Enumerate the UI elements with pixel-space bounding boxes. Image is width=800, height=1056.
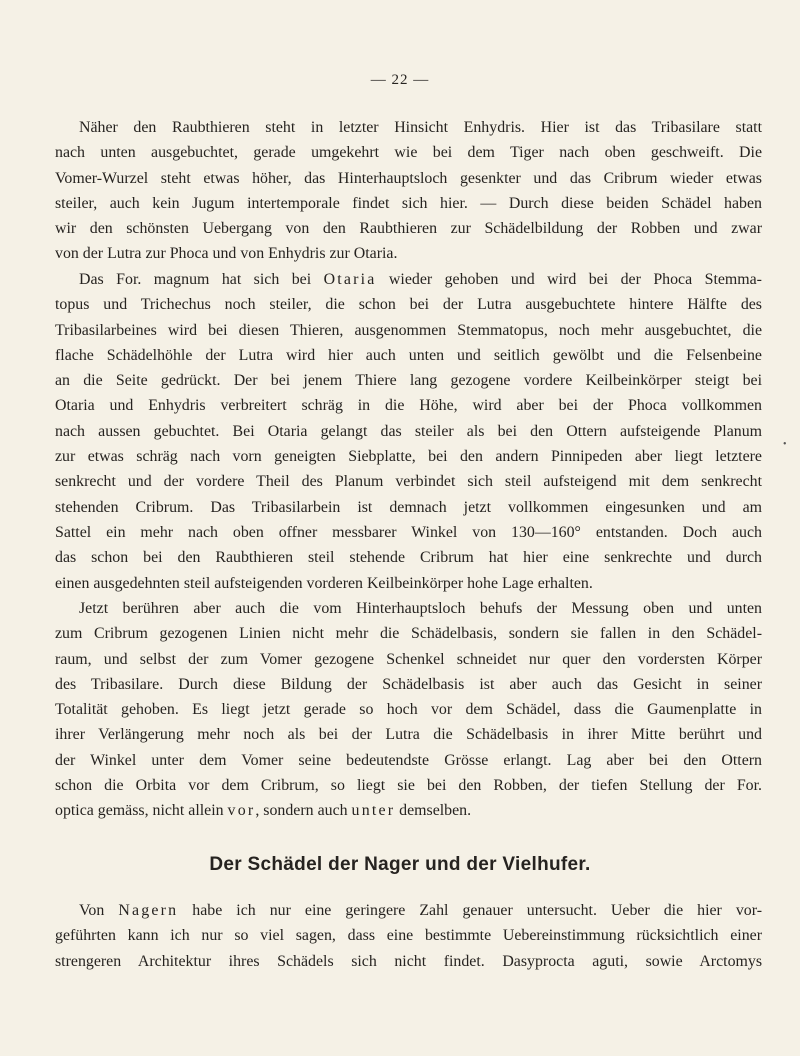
text-run: wieder gehoben und wird bei der Phoca Stemma-	[376, 271, 762, 288]
text-line: Näher den Raubthieren steht in letzter Hinsicht Enhydris. Hier ist das Tribasilare statt	[79, 119, 762, 136]
text-line: Jetzt berühren aber auch die vom Hinterhauptsloch behufs der Messung oben und unten	[79, 600, 762, 617]
paragraph-3	[55, 596, 762, 824]
text-line: von der Lutra zur Phoca und von Enhydris zur Otaria.	[55, 245, 398, 263]
text-line: flache Schädelhöhle der Lutra wird hier auch unten und seitlich gewölbt und die Felsenbeine	[55, 346, 762, 364]
text-line: strengeren Architektur ihres Schädels sich nicht findet. Dasyprocta aguti, sowie Arctomys	[55, 952, 762, 970]
text-line: topus und Trichechus noch steiler, die schon bei der Lutra ausgebuchtete hintere Hälfte des	[55, 296, 762, 314]
text-line	[55, 798, 762, 823]
text-run: Von	[79, 902, 119, 919]
text-line: Otaria und Enhydris verbreitert schräg in die Höhe, wird aber bei der Phoca vollkommen	[55, 397, 762, 415]
text-line: Sattel ein mehr nach oben offner messbarer Winkel von 130—160° entstanden. Doch auch	[55, 523, 762, 541]
text-run: Das For. magnum hat sich bei	[79, 271, 324, 288]
text-line: nach aussen gebuchtet. Bei Otaria gelangt das steiler als bei den Ottern aufsteigende Planum	[55, 422, 762, 440]
text-line: zum Cribrum gezogenen Linien nicht mehr die Schädelbasis, sondern sie fallen in den Schädel-	[55, 625, 762, 643]
text-line: Tribasilarbeines wird bei diesen Thieren, ausgenommen Stemmatopus, noch mehr ausgebuchtet, die	[55, 321, 762, 339]
text-line: raum, und selbst der zum Vomer gezogene Schenkel schneidet nur quer den vordersten Körper	[55, 650, 762, 668]
emphasized-term: vor	[227, 802, 256, 820]
text-run: habe ich nur eine geringere Zahl genauer untersucht. Ueber die hier vor-	[178, 902, 762, 919]
text-line: ihrer Verlängerung mehr noch als bei der Lutra die Schädelbasis in ihrer Mitte berührt und	[55, 726, 762, 744]
text-line: des Tribasilare. Durch diese Bildung der Schädelbasis ist aber auch das Gesicht in seiner	[55, 675, 762, 693]
text-run: demselben.	[395, 802, 472, 820]
margin-mark: •	[783, 439, 787, 450]
text-line: einen ausgedehnten steil aufsteigenden vorderen Keilbeinkörper hohe Lage erhalten.	[55, 574, 593, 592]
emphasized-term: unter	[351, 802, 396, 820]
text-line: senkrecht und der vordere Theil des Planum verbindet sich steil aufsteigend mit dem senkrecht	[55, 473, 762, 491]
text-line: steiler, auch kein Jugum intertemporale findet sich hier. — Durch diese beiden Schädel haben	[55, 194, 762, 212]
text-line: schon die Orbita vor dem Cribrum, so liegt sie bei den Robben, der tiefen Stellung der For.	[55, 777, 762, 795]
text-run: optica gemäss, nicht allein	[55, 802, 228, 820]
text-line: zur etwas schräg nach vorn geneigten Siebplatte, bei den andern Pinnipeden aber liegt letztere	[55, 448, 762, 466]
text-line	[55, 898, 762, 923]
page-number: — 22 —	[370, 72, 430, 88]
text-line: nach unten ausgebuchtet, gerade umgekehrt wie bei dem Tiger nach oben geschweift. Die	[55, 144, 762, 162]
text-run: , sondern auch	[255, 802, 352, 820]
section-heading: Der Schädel der Nager und der Vielhufer.	[209, 854, 591, 875]
text-line: wir den schönsten Uebergang von den Raubthieren zur Schädelbildung der Robben und zwar	[55, 220, 762, 238]
paragraph-1	[55, 115, 762, 267]
text-line: geführten kann ich nur so viel sagen, dass eine bestimmte Uebereinstimmung rücksichtlich einer	[55, 927, 762, 945]
emphasized-term: Nagern	[118, 902, 179, 919]
text-line: das schon bei den Raubthieren steil stehende Cribrum hat hier eine senkrechte und durch	[55, 549, 762, 567]
text-line: Vomer-Wurzel steht etwas höher, das Hinterhauptsloch gesenkter und das Cribrum wieder etwas	[55, 169, 762, 187]
text-line: stehenden Cribrum. Das Tribasilarbein ist demnach jetzt vollkommen eingesunken und am	[55, 498, 762, 516]
paragraph-2	[55, 267, 762, 596]
emphasized-term: Otaria	[323, 271, 377, 288]
text-line: der Winkel unter dem Vomer seine bedeutendste Grösse erlangt. Lag aber bei den Ottern	[55, 751, 762, 769]
text-line: an die Seite gedrückt. Der bei jenem Thiere lang gezogene vordere Keilbeinkörper steigt bei	[55, 372, 762, 390]
paragraph-4	[55, 898, 762, 974]
text-line	[55, 267, 762, 292]
text-line: Totalität gehoben. Es liegt jetzt gerade so hoch vor dem Schädel, dass die Gaumenplatte in	[55, 701, 762, 719]
